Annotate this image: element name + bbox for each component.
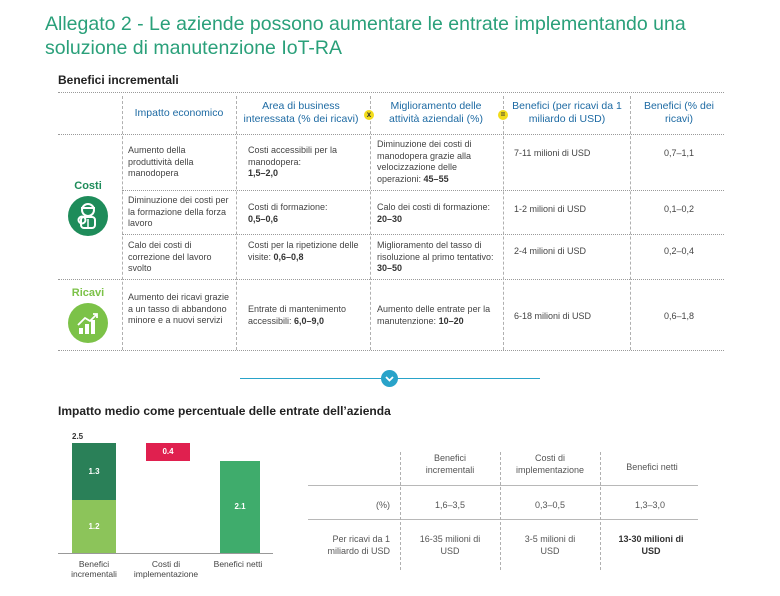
row4-miglioramento: Aumento delle entrate per la manutenzione: 10–20 xyxy=(377,304,491,326)
row2-miglioramento: Calo dei costi di formazione: 20–30 xyxy=(377,202,491,224)
col-divider xyxy=(370,96,371,350)
data-label-costi: 0.4 xyxy=(162,446,174,456)
summary-cell: 0,3–0,5 xyxy=(534,500,566,510)
row1-area: Costi accessibili per la manodopera: 1,5–2,0 xyxy=(248,145,338,178)
col-divider xyxy=(503,96,504,350)
summary-col-divider xyxy=(500,452,501,570)
row1-benefici-pct: 0,7–1,1 xyxy=(663,148,695,158)
group-label-costi: Costi xyxy=(74,180,102,192)
group-label-ricavi: Ricavi xyxy=(71,287,105,299)
summary-cell-netti: 13-30 milioni di USD xyxy=(618,534,684,556)
data-label-netti: 2.1 xyxy=(234,501,246,511)
header-area: Area di business interessata (% dei ricavi) xyxy=(243,100,359,125)
summary-header-netti: Benefici netti xyxy=(626,462,678,472)
row3-impatto: Calo dei costi di correzione del lavoro svolto xyxy=(128,240,212,273)
equals-badge: = xyxy=(498,110,508,120)
chevron-down-icon[interactable] xyxy=(381,370,398,387)
table-bottom-rule xyxy=(58,350,724,351)
summary-cell: 3-5 milioni di USD xyxy=(524,534,576,556)
data-label-total: 2.5 xyxy=(72,432,84,441)
waterfall-chart xyxy=(58,428,278,588)
row3-miglioramento: Miglioramento del tasso di risoluzione al primo tentativo: 30–50 xyxy=(377,240,494,273)
row3-benefici-usd: 2-4 milioni di USD xyxy=(514,246,587,256)
row1-benefici-usd: 7-11 milioni di USD xyxy=(514,148,591,158)
summary-row-label-usd: Per ricavi da 1 miliardo di USD xyxy=(327,534,390,556)
header-rule xyxy=(58,134,724,135)
row3-benefici-pct: 0,2–0,4 xyxy=(663,246,695,256)
summary-cell: 16-35 milioni di USD xyxy=(419,534,481,556)
growth-chart-icon xyxy=(68,303,108,343)
table-top-rule xyxy=(58,92,724,93)
row2-benefici-usd: 1-2 milioni di USD xyxy=(514,204,587,214)
worker-icon xyxy=(68,196,108,236)
x-label-netti: Benefici netti xyxy=(213,559,263,569)
data-label-1-2: 1.2 xyxy=(88,521,100,531)
summary-col-divider xyxy=(400,452,401,570)
summary-col-divider xyxy=(600,452,601,570)
summary-cell: 1,6–3,5 xyxy=(434,500,466,510)
data-label-1-3: 1.3 xyxy=(88,466,100,476)
col-divider xyxy=(236,96,237,350)
summary-header-costi: Costi di implementazione xyxy=(515,453,585,475)
summary-cell: 1,3–3,0 xyxy=(634,500,666,510)
summary-row-rule xyxy=(308,519,698,520)
row2-area: Costi di formazione: 0,5–0,6 xyxy=(248,202,328,224)
summary-row-label-pct: (%) xyxy=(376,500,390,510)
row3-area: Costi per la ripetizione delle visite: 0,6–0,8 xyxy=(248,240,359,262)
row4-area: Entrate di mantenimento accessibili: 6,0–9,0 xyxy=(248,304,347,326)
section-title-benefici: Benefici incrementali xyxy=(58,73,179,87)
chart-baseline xyxy=(58,553,273,554)
row1-impatto: Aumento della produttività della manodopera xyxy=(128,145,194,178)
row2-impatto: Diminuzione dei costi per la formazione della forza lavoro xyxy=(128,195,229,228)
row4-benefici-pct: 0,6–1,8 xyxy=(663,311,695,321)
row-rule-1 xyxy=(122,190,724,191)
x-label-benefici: Benefici incrementali xyxy=(71,559,117,579)
header-miglioramento: Miglioramento delle attività aziendali (%) xyxy=(389,100,483,125)
page-title: Allegato 2 - Le aziende possono aumentare le entrate implementando una soluzione di manutenzione IoT-RA xyxy=(45,13,686,59)
x-label-costi: Costi di implementazione xyxy=(133,559,199,579)
row-rule-2 xyxy=(122,234,724,235)
row2-benefici-pct: 0,1–0,2 xyxy=(663,204,695,214)
multiply-badge: x xyxy=(364,110,374,120)
summary-header-benefici: Benefici incrementali xyxy=(425,453,475,475)
header-impatto: Impatto economico xyxy=(134,107,224,119)
section-title-impatto: Impatto medio come percentuale delle entrate dell’azienda xyxy=(58,404,391,418)
header-benefici-pct: Benefici (% dei ricavi) xyxy=(643,100,715,125)
summary-header-rule xyxy=(308,485,698,486)
header-benefici-usd: Benefici (per ricavi da 1 miliardo di USD) xyxy=(512,100,622,125)
row4-benefici-usd: 6-18 milioni di USD xyxy=(514,311,592,321)
group-rule xyxy=(58,279,724,280)
row4-impatto: Aumento dei ricavi grazie a un tasso di abbandono minore e a nuovi servizi xyxy=(128,292,230,325)
col-divider xyxy=(630,96,631,350)
row1-miglioramento: Diminuzione dei costi di manodopera grazie alla velocizzazione delle operazioni: 45–55 xyxy=(377,139,472,184)
col-divider xyxy=(122,96,123,350)
